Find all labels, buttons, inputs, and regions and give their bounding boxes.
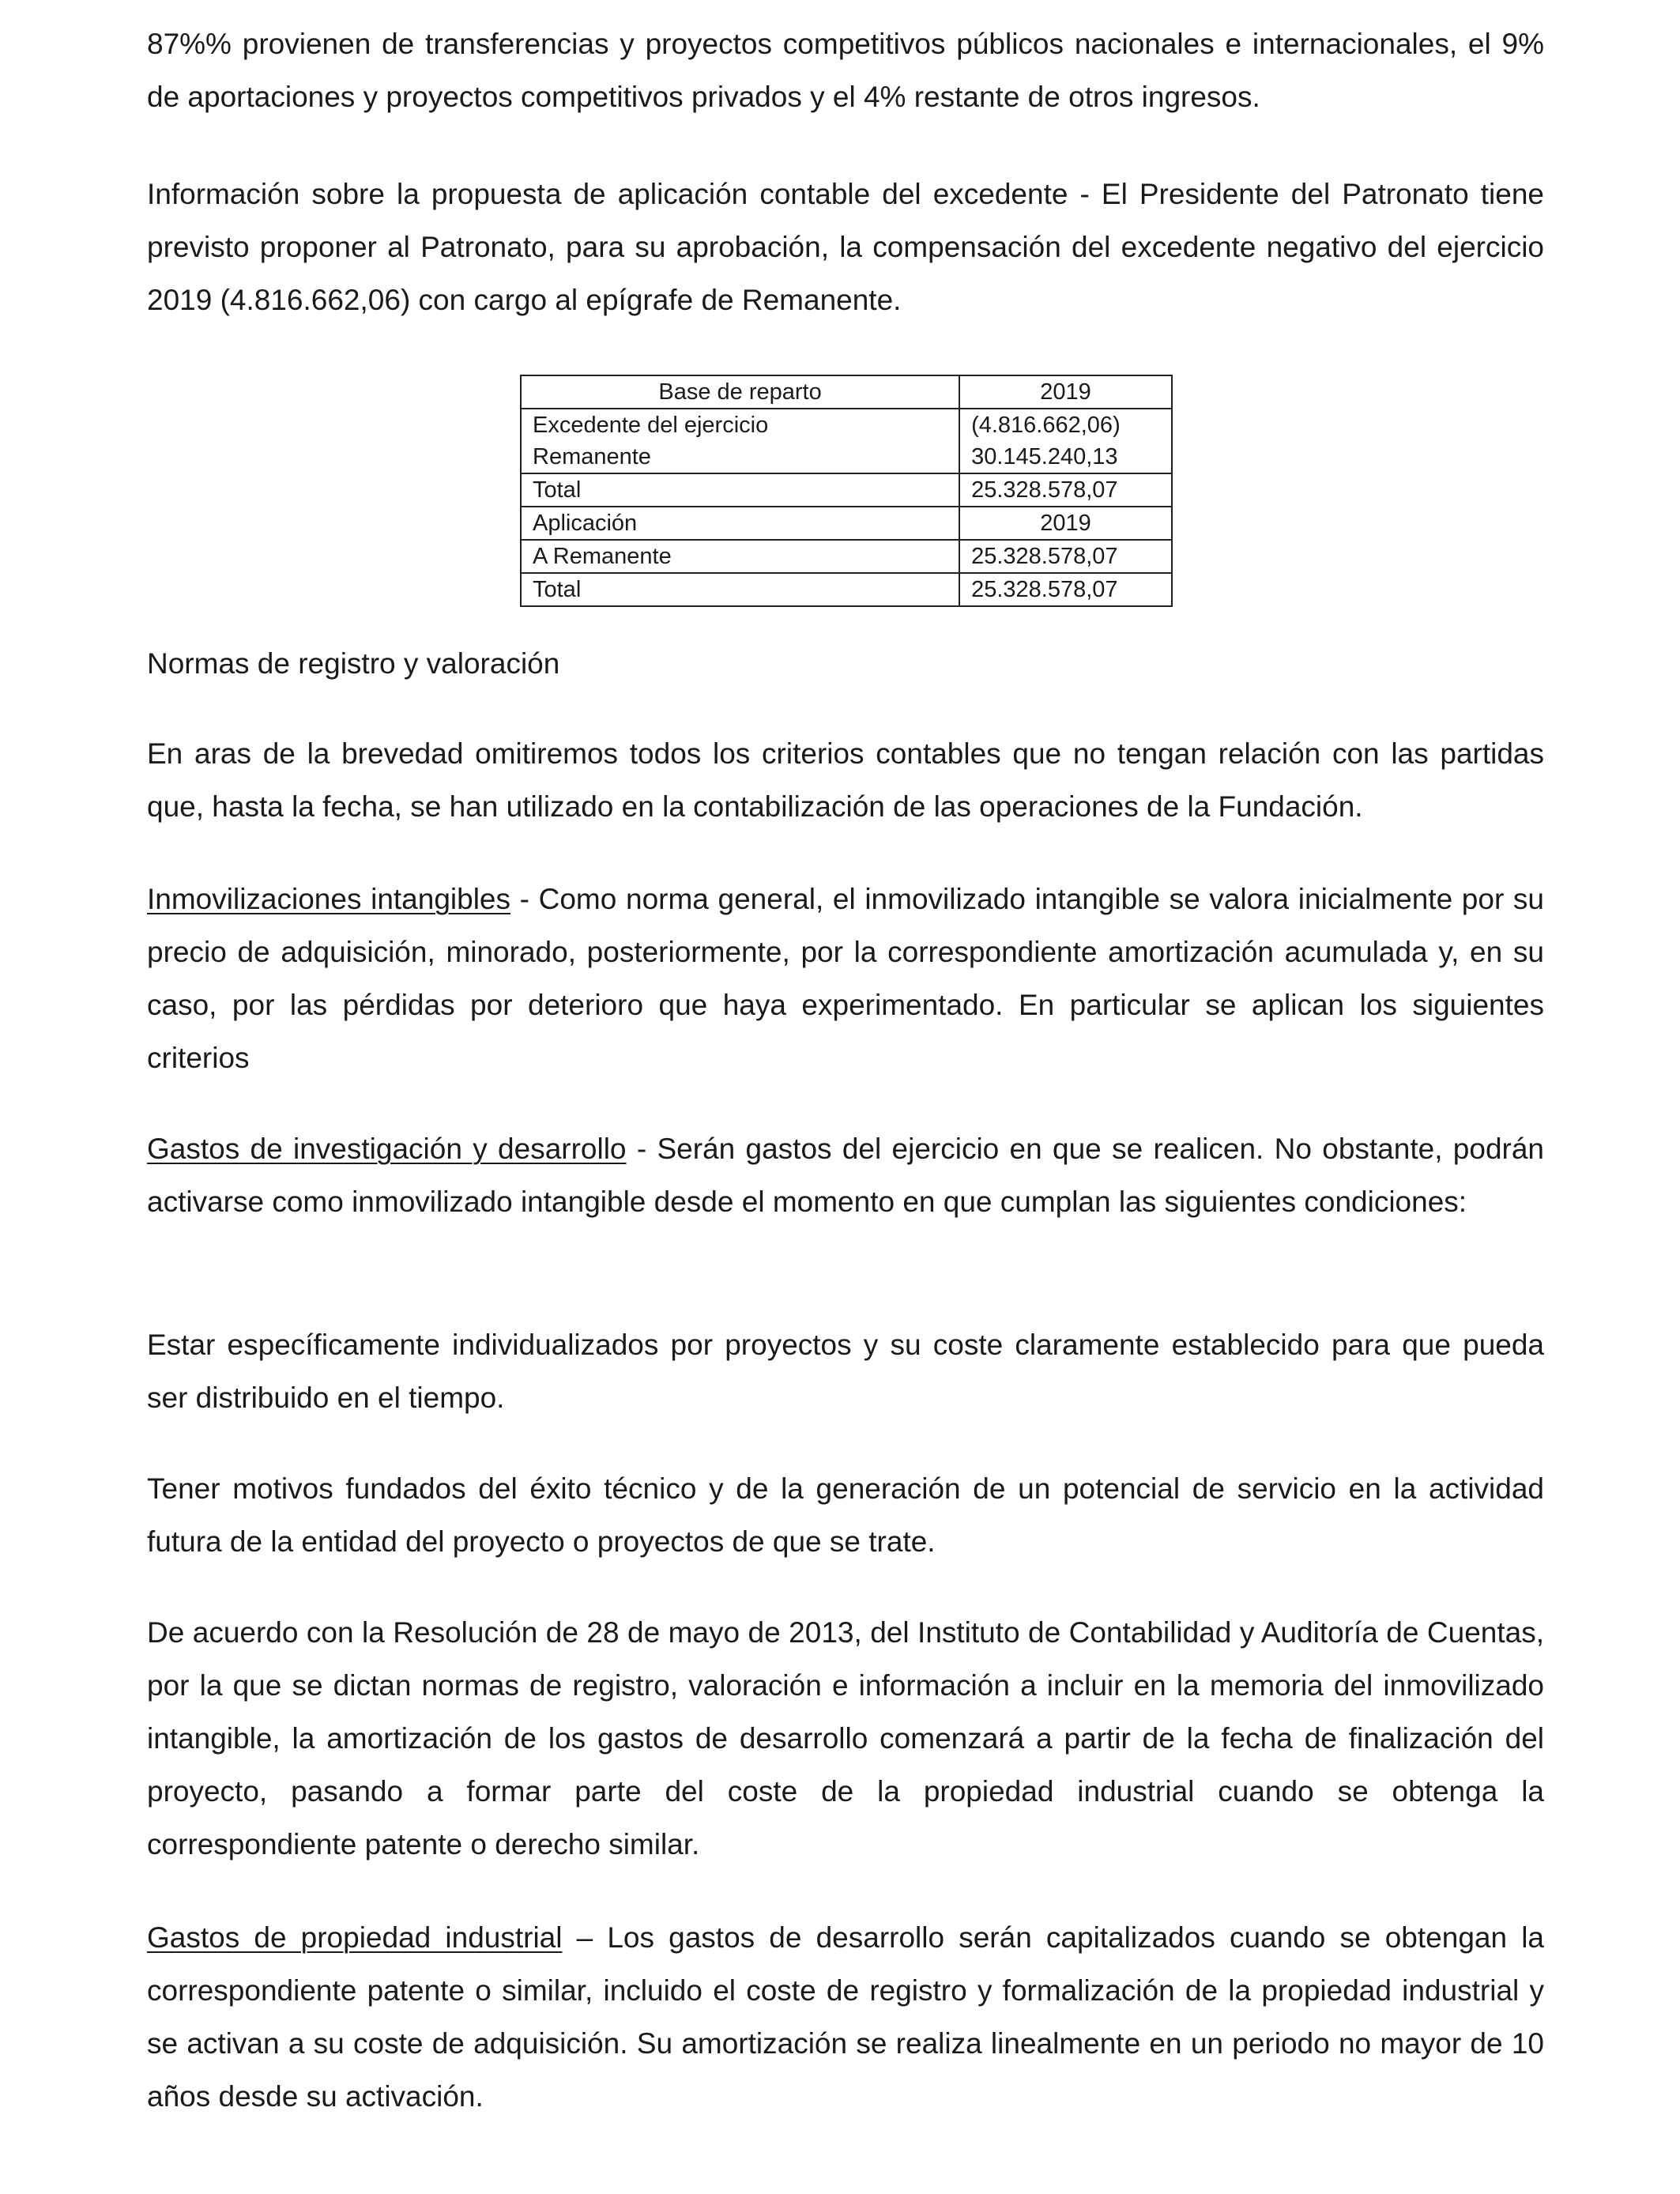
- table-cell-label: Excedente del ejercicio: [521, 409, 959, 441]
- table-row: [521, 441, 1172, 473]
- investigacion-title: Gastos de investigación y desarrollo: [147, 1133, 627, 1165]
- paragraph-condicion-1: Estar específicamente individualizados por proyectos y su coste claramente establecido para que pueda ser distribuido en el tiempo.: [147, 1329, 1544, 1414]
- paragraph-resolucion: De acuerdo con la Resolución de 28 de mayo de 2013, del Instituto de Contabilidad y Auditoría de Cuentas, por la que se dictan normas de registro, valoración e información a incluir en la memoria del inmovilizado intangible, la amortización de los gastos de desarrollo comenzará a partir de la fecha de finalización del proyecto, pasando a formar parte del coste de la propiedad industrial cuando se obtenga la correspondiente patente o derecho similar.: [147, 1616, 1544, 1860]
- table-cell-label: A Remanente: [521, 540, 959, 573]
- table-header-row: [521, 375, 1172, 409]
- table-cell-label: Total: [521, 573, 959, 606]
- paragraph-inmovilizaciones: [147, 873, 1544, 1084]
- propiedad-industrial-body: – Los gastos de desarrollo serán capitalizados cuando se obtengan la correspondiente patente o similar, incluido el coste de registro y formalización de la propiedad industrial y se activan a su coste de adquisición. Su amortización se realiza linealmente en un periodo no mayor de 10 años desde su activación.: [147, 1921, 1544, 2113]
- paragraph-excedente: Información sobre la propuesta de aplicación contable del excedente - El Presidente del Patronato tiene previsto proponer al Patronato, para su aprobación, la compensación del excedente negativo del ejercicio 2019 (4.816.662,06) con cargo al epígrafe de Remanente.: [147, 178, 1544, 316]
- table-cell-label: Remanente: [521, 441, 959, 473]
- table-cell-value: 25.328.578,07: [959, 473, 1172, 507]
- table-header-year: 2019: [959, 375, 1172, 409]
- table-row: [521, 573, 1172, 606]
- inmovilizaciones-title: Inmovilizaciones intangibles: [147, 883, 511, 915]
- paragraph-ingresos: 87%% provienen de transferencias y proyectos competitivos públicos nacionales e internacionales, el 9% de aportaciones y proyectos competitivos privados y el 4% restante de otros ingresos.: [147, 28, 1544, 113]
- table-row: [521, 473, 1172, 507]
- propiedad-industrial-title: Gastos de propiedad industrial: [147, 1921, 563, 1954]
- section-heading-normas: Normas de registro y valoración: [147, 647, 560, 680]
- table-row: [521, 507, 1172, 540]
- table-cell-label: Total: [521, 473, 959, 507]
- table-cell-value: 2019: [959, 507, 1172, 540]
- paragraph-investigacion: [147, 1122, 1544, 1228]
- inmovilizaciones-body: - Como norma general, el inmovilizado intangible se valora inicialmente por su precio de adquisición, minorado, posteriormente, por la correspondiente amortización acumulada y, en su caso, por las pérdidas por deterioro que haya experimentado. En particular se aplican los siguientes criterios: [147, 883, 1545, 1074]
- investigacion-body: - Serán gastos del ejercicio en que se realicen. No obstante, podrán activarse como inmovilizado intangible desde el momento en que cumplan las siguientes condiciones:: [147, 1133, 1544, 1218]
- paragraph-propiedad-industrial: [147, 1911, 1544, 2123]
- table-cell-value: 30.145.240,13: [959, 441, 1172, 473]
- table-cell-label: Aplicación: [521, 507, 959, 540]
- table-cell-value: 25.328.578,07: [959, 540, 1172, 573]
- table-cell-value: (4.816.662,06): [959, 409, 1172, 441]
- table-row: [521, 540, 1172, 573]
- base-reparto-table: [520, 375, 1173, 607]
- paragraph-condicion-2: Tener motivos fundados del éxito técnico y de la generación de un potencial de servicio en la actividad futura de la entidad del proyecto o proyectos de que se trate.: [147, 1472, 1544, 1558]
- table-cell-value: 25.328.578,07: [959, 573, 1172, 606]
- table-row: [521, 409, 1172, 441]
- table-header-label: Base de reparto: [521, 375, 959, 409]
- paragraph-brevedad: En aras de la brevedad omitiremos todos los criterios contables que no tengan relación con las partidas que, hasta la fecha, se han utilizado en la contabilización de las operaciones de la Fundación.: [147, 737, 1544, 823]
